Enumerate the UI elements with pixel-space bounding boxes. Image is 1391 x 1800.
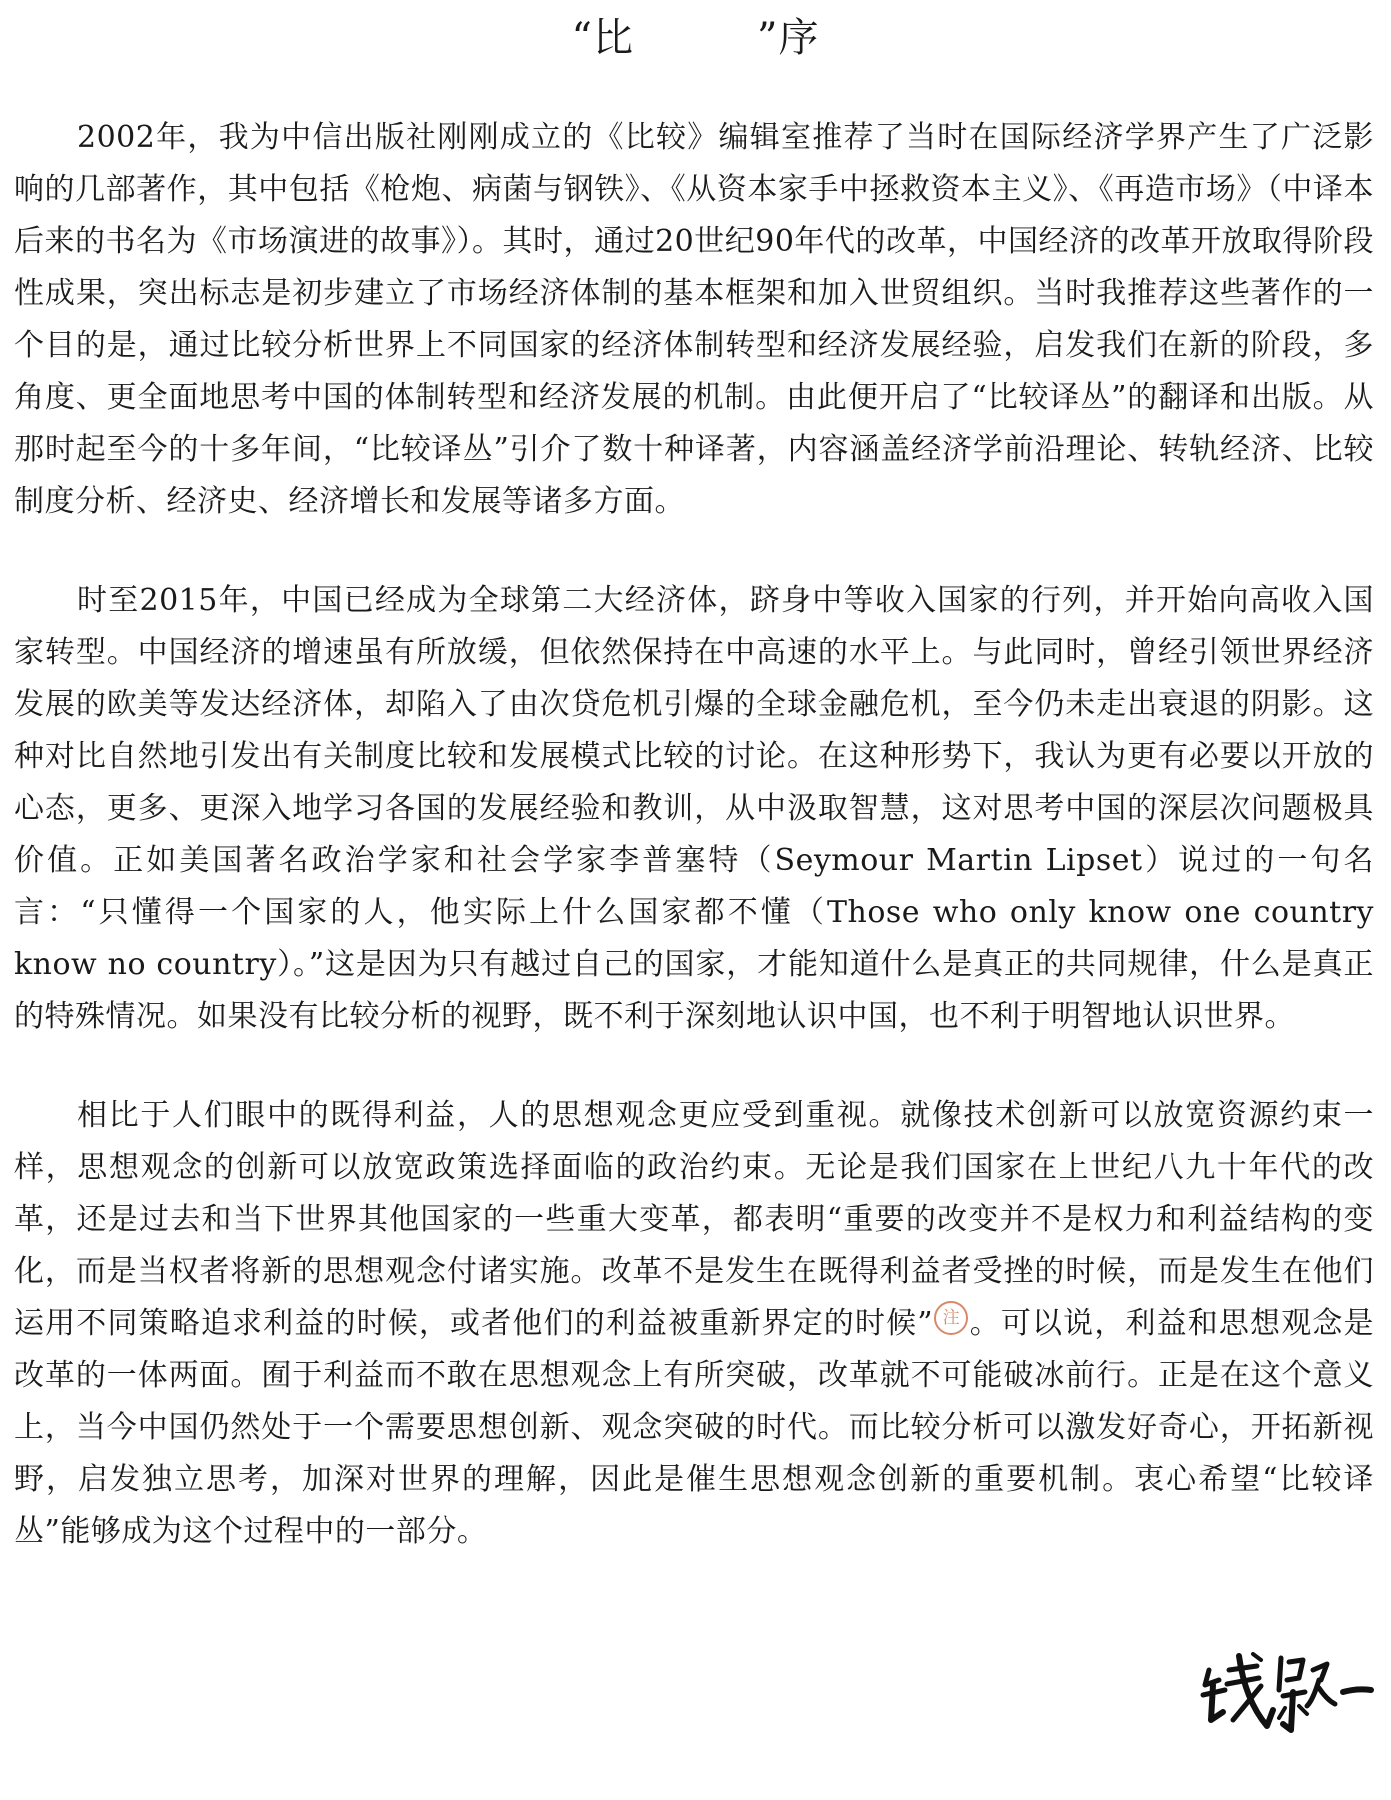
paragraph-1: 2002年，我为中信出版社刚刚成立的《比较》编辑室推荐了当时在国际经济学界产生了广泛影响的几部著作，其中包括《枪炮、病菌与钢铁》、《从资本家手中拯救资本主义》、《再造市场》（中译本后来的书名为《市场演进的故事》）。其时，通过20世纪90年代的改革，中国经济的改革开放取得阶段性成果，突出标志是初步建立了市场经济体制的基本框架和加入世贸组织。当时我推荐这些著作的一个目的是，通过比较分析世界上不同国家的经济体制转型和经济发展经验，启发我们在新的阶段，多角度、更全面地思考中国的体制转型和经济发展的机制。由此便开启了“比较译丛”的翻译和出版。从那时起至今的十多年间，“比较译丛”引介了数十种译著，内容涵盖经济学前沿理论、转轨经济、比较制度分析、经济史、经济增长和发展等诸多方面。 <box>14 120 1374 519</box>
paragraph-2: 时至2015年，中国已经成为全球第二大经济体，跻身中等收入国家的行列，并开始向高收入国家转型。中国经济的增速虽有所放缓，但依然保持在中高速的水平上。与此同时，曾经引领世界经济发展的欧美等发达经济体，却陷入了由次贷危机引爆的全球金融危机，至今仍未走出衰退的阴影。这种对比自然地引发出有关制度比较和发展模式比较的讨论。在这种形势下，我认为更有必要以开放的心态，更多、更深入地学习各国的发展经验和教训，从中汲取智慧，这对思考中国的深层次问题极具价值。正如美国著名政治学家和社会学家李普塞特（Seymour Martin Lipset）说过的一句名言：“只懂得一个国家的人，他实际上什么国家都不懂（Those who only know one country know no country）。”这是因为只有越过自己的国家，才能知道什么是真正的共同规律，什么是真正的特殊情况。如果没有比较分析的视野，既不利于深刻地认识中国，也不利于明智地认识世界。 <box>14 583 1374 1034</box>
paragraph-3 <box>14 1090 1374 1558</box>
paragraph-3-text-before-note: 相比于人们眼中的既得利益，人的思想观念更应受到重视。就像技术创新可以放宽资源约束一样，思想观念的创新可以放宽政策选择面临的政治约束。无论是我们国家在上世纪八九十年代的改革，还是过去和当下世界其他国家的一些重大变革，都表明“重要的改变并不是权力和利益结构的变化，而是当权者将新的思想观念付诸实施。改革不是发生在既得利益者受挫的时候，而是发生在他们运用不同策略追求利益的时候，或者他们的利益被重新界定的时候” <box>14 1098 1374 1341</box>
footnote-marker[interactable]: 注 <box>934 1301 968 1335</box>
paragraph-3-text-after-note: 。可以说，利益和思想观念是改革的一体两面。囿于利益而不敢在思想观念上有所突破，改革就不可能破冰前行。正是在这个意义上，当今中国仍然处于一个需要思想创新、观念突破的时代。而比较分析可以激发好奇心，开拓新视野，启发独立思考，加深对世界的理解，因此是催生思想观念创新的重要机制。衷心希望“比较译丛”能够成为这个过程中的一部分。 <box>14 1306 1374 1549</box>
handwritten-signature <box>1195 1640 1375 1740</box>
page-title: “比 ”序 <box>571 15 820 61</box>
preface-body <box>14 112 1374 1605</box>
